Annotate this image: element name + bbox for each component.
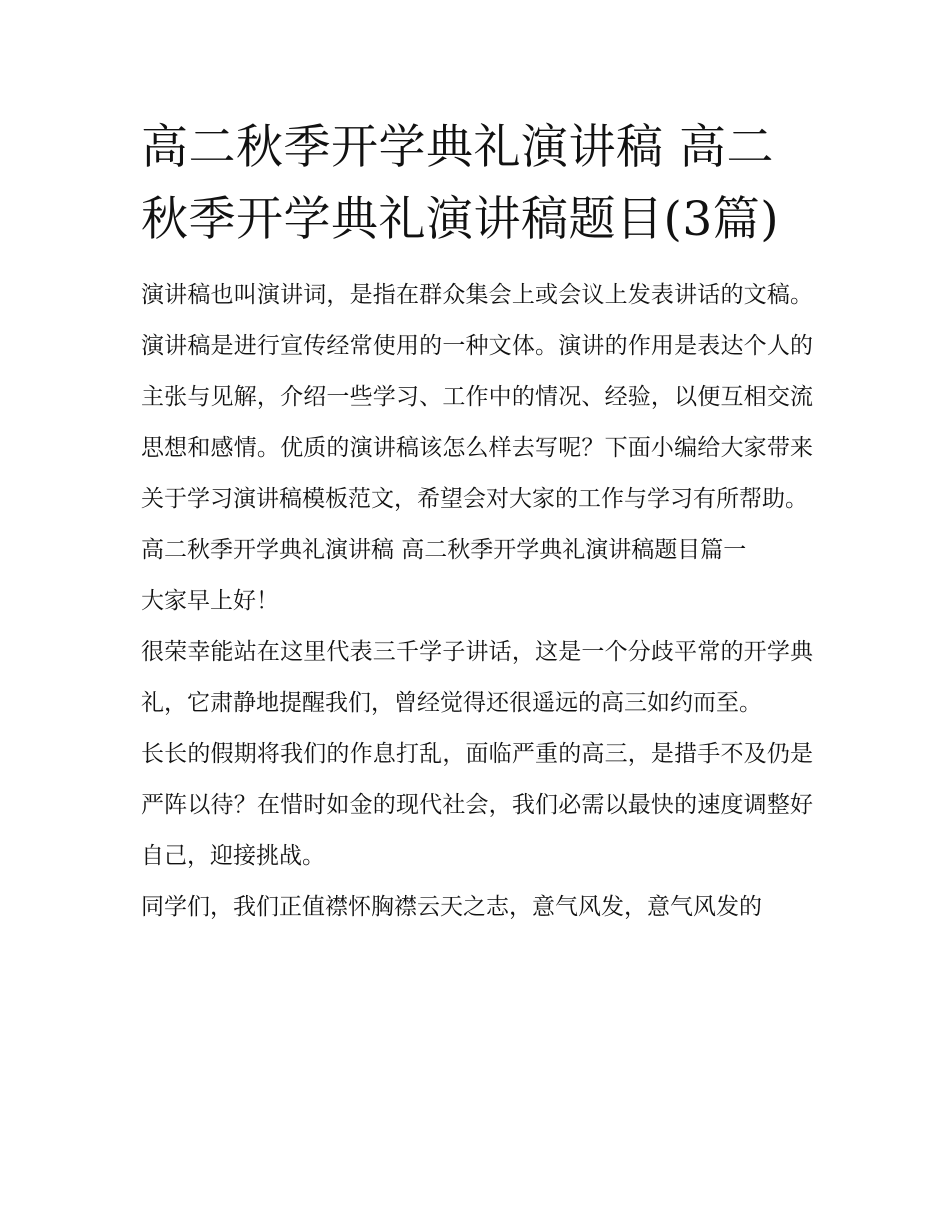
paragraph-body-3: 同学们，我们正值襟怀胸襟云天之志，意气风发，意气风发的: [141, 894, 762, 920]
paragraph-intro: 演讲稿也叫演讲词，是指在群众集会上或会议上发表讲话的文稿。演讲稿是进行宣传经常使用的一种文体。演讲的作用是表达个人的主张与见解，介绍一些学习、工作中的情况、经验，以便互相交流思想和感情。优质的演讲稿该怎么样去写呢？下面小编给大家带来关于学习演讲稿模板范文，希望会对大家的工作与学习有所帮助。: [141, 282, 813, 512]
paragraph-greeting: 大家早上好！: [141, 588, 279, 614]
document-title: 高二秋季开学典礼演讲稿 高二秋季开学典礼演讲稿题目(3篇): [141, 120, 780, 247]
paragraph-body-2: 长长的假期将我们的作息打乱，面临严重的高三，是措手不及仍是严阵以待？在惜时如金的现代社会，我们必需以最快的速度调整好自己，迎接挑战。: [141, 741, 813, 869]
document-body: [141, 112, 813, 933]
paragraph-section-heading: 高二秋季开学典礼演讲稿 高二秋季开学典礼演讲稿题目篇一: [141, 537, 747, 563]
paragraph-body-1: 很荣幸能站在这里代表三千学子讲话，这是一个分歧平常的开学典礼，它肃静地提醒我们，曾经觉得还很遥远的高三如约而至。: [141, 639, 813, 716]
